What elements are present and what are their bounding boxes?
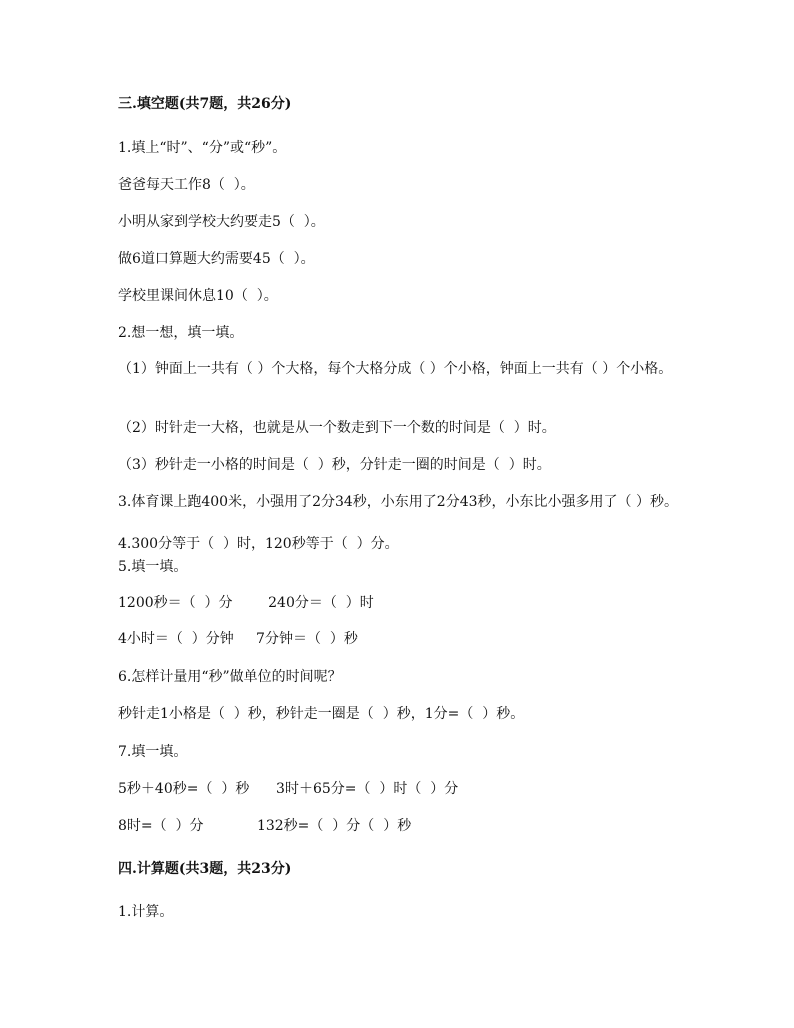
question-2-item-2: （2）时针走一大格，也就是从一个数走到下一个数的时间是（ ）时。 — [118, 420, 556, 436]
calculation-question-1-stem: 1.计算。 — [118, 904, 174, 920]
question-1-stem: 1.填上“时”、“分”或“秒”。 — [118, 140, 287, 156]
section-4-heading: 四.计算题(共3题，共23分) — [118, 861, 292, 877]
question-1-item-3: 做6道口算题大约需要45（ ）。 — [118, 251, 315, 267]
question-6-stem: 6.怎样计量用“秒”做单位的时间呢？ — [118, 669, 342, 685]
question-2-item-1: （1）钟面上一共有（ ）个大格，每个大格分成（ ）个小格，钟面上一共有（ ）个小格。 — [118, 361, 673, 377]
question-2-item-3: （3）秒针走一小格的时间是（ ）秒，分针走一圈的时间是（ ）时。 — [118, 457, 551, 473]
question-1-item-1: 爸爸每天工作8（ ）。 — [118, 177, 255, 193]
question-5-row-2: 4小时＝（ ）分钟 7分钟＝（ ）秒 — [118, 631, 358, 647]
question-7-row-1: 5秒＋40秒=（ ）秒 3时＋65分=（ ）时（ ）分 — [118, 781, 459, 797]
question-4-stem: 4.300分等于（ ）时，120秒等于（ ）分。 — [118, 536, 399, 552]
question-7-row-2: 8时=（ ）分 132秒=（ ）分（ ）秒 — [118, 818, 412, 834]
question-1-item-2: 小明从家到学校大约要走5（ ）。 — [118, 214, 325, 230]
question-5-stem: 5.填一填。 — [118, 559, 188, 575]
section-3-heading: 三.填空题(共7题，共26分) — [118, 96, 292, 112]
question-7-stem: 7.填一填。 — [118, 744, 188, 760]
question-6-item-1: 秒针走1小格是（ ）秒，秒针走一圈是（ ）秒，1分=（ ）秒。 — [118, 706, 525, 722]
question-1-item-4: 学校里课间休息10（ ）。 — [118, 288, 278, 304]
question-5-row-1: 1200秒＝（ ）分 240分＝（ ）时 — [118, 595, 374, 611]
question-3-stem: 3.体育课上跑400米，小强用了2分34秒，小东用了2分43秒，小东比小强多用了（ ）秒。 — [118, 494, 678, 510]
question-2-stem: 2.想一想，填一填。 — [118, 325, 244, 341]
